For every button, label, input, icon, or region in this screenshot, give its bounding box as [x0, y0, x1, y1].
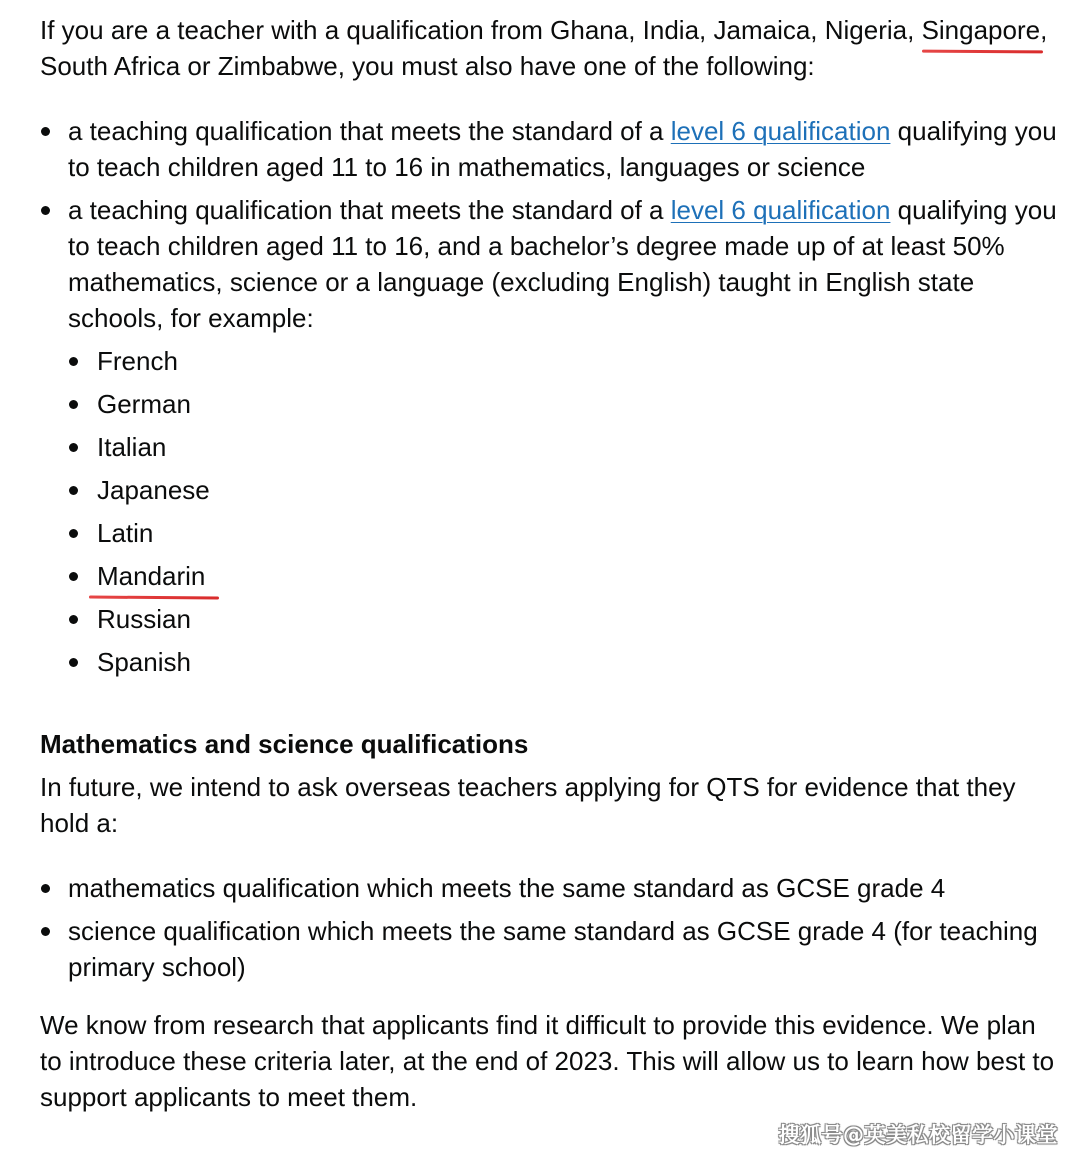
- section-item-1: mathematics qualification which meets the same standard as GCSE grade 4: [40, 870, 1060, 906]
- section-item-2: science qualification which meets the same standard as GCSE grade 4 (for teaching primary school): [40, 913, 1060, 985]
- language-item: Latin: [68, 515, 1060, 551]
- section-intro: In future, we intend to ask overseas teachers applying for QTS for evidence that they hold a:: [40, 772, 1016, 838]
- section-heading: Mathematics and science qualifications: [40, 729, 529, 759]
- language-item: German: [68, 386, 1060, 422]
- language-item: Japanese: [68, 472, 1060, 508]
- requirement-item-1: a teaching qualification that meets the standard of a level 6 qualification qualifying you to teach children aged 11 to 16 in mathematics, languages or science: [40, 113, 1060, 185]
- language-item: Spanish: [68, 644, 1060, 680]
- document-body: [40, 12, 1060, 1115]
- intro-text-start: If you are a teacher with a qualification from Ghana, India, Jamaica, Nigeria,: [40, 15, 922, 45]
- language-item: French: [68, 343, 1060, 379]
- language-item: [68, 558, 1060, 594]
- level-6-qualification-link-2[interactable]: level 6 qualification: [670, 195, 891, 225]
- language-item: Italian: [68, 429, 1060, 465]
- highlight-mandarin: Mandarin: [97, 558, 205, 594]
- languages-list: [68, 343, 1060, 680]
- requirements-list: [40, 113, 1060, 680]
- section-list: [40, 870, 1060, 985]
- closing-paragraph: We know from research that applicants find it difficult to provide this evidence. We plan to introduce these criteria later, at the end of 2023. This will allow us to learn how best to support applicants to meet them.: [40, 1010, 1055, 1112]
- watermark: 搜狐号@英美私校留学小课堂: [778, 1123, 1058, 1147]
- requirement-item-2: a teaching qualification that meets the standard of a level 6 qualification qualifying you to teach children aged 11 to 16, and a bachelor’s degree made up of at least 50% mathematics, science or a language (excluding English) taught in English state schools, for example: French German Italian Japanese Latin Mandarin Russian Spanish: [40, 192, 1060, 680]
- level-6-qualification-link-1[interactable]: level 6 qualification: [670, 116, 891, 146]
- language-item: Russian: [68, 601, 1060, 637]
- intro-paragraph: [40, 12, 1060, 84]
- intro-text-end: , South Africa or Zimbabwe, you must also have one of the following:: [40, 15, 1048, 81]
- highlight-singapore: Singapore: [922, 12, 1041, 48]
